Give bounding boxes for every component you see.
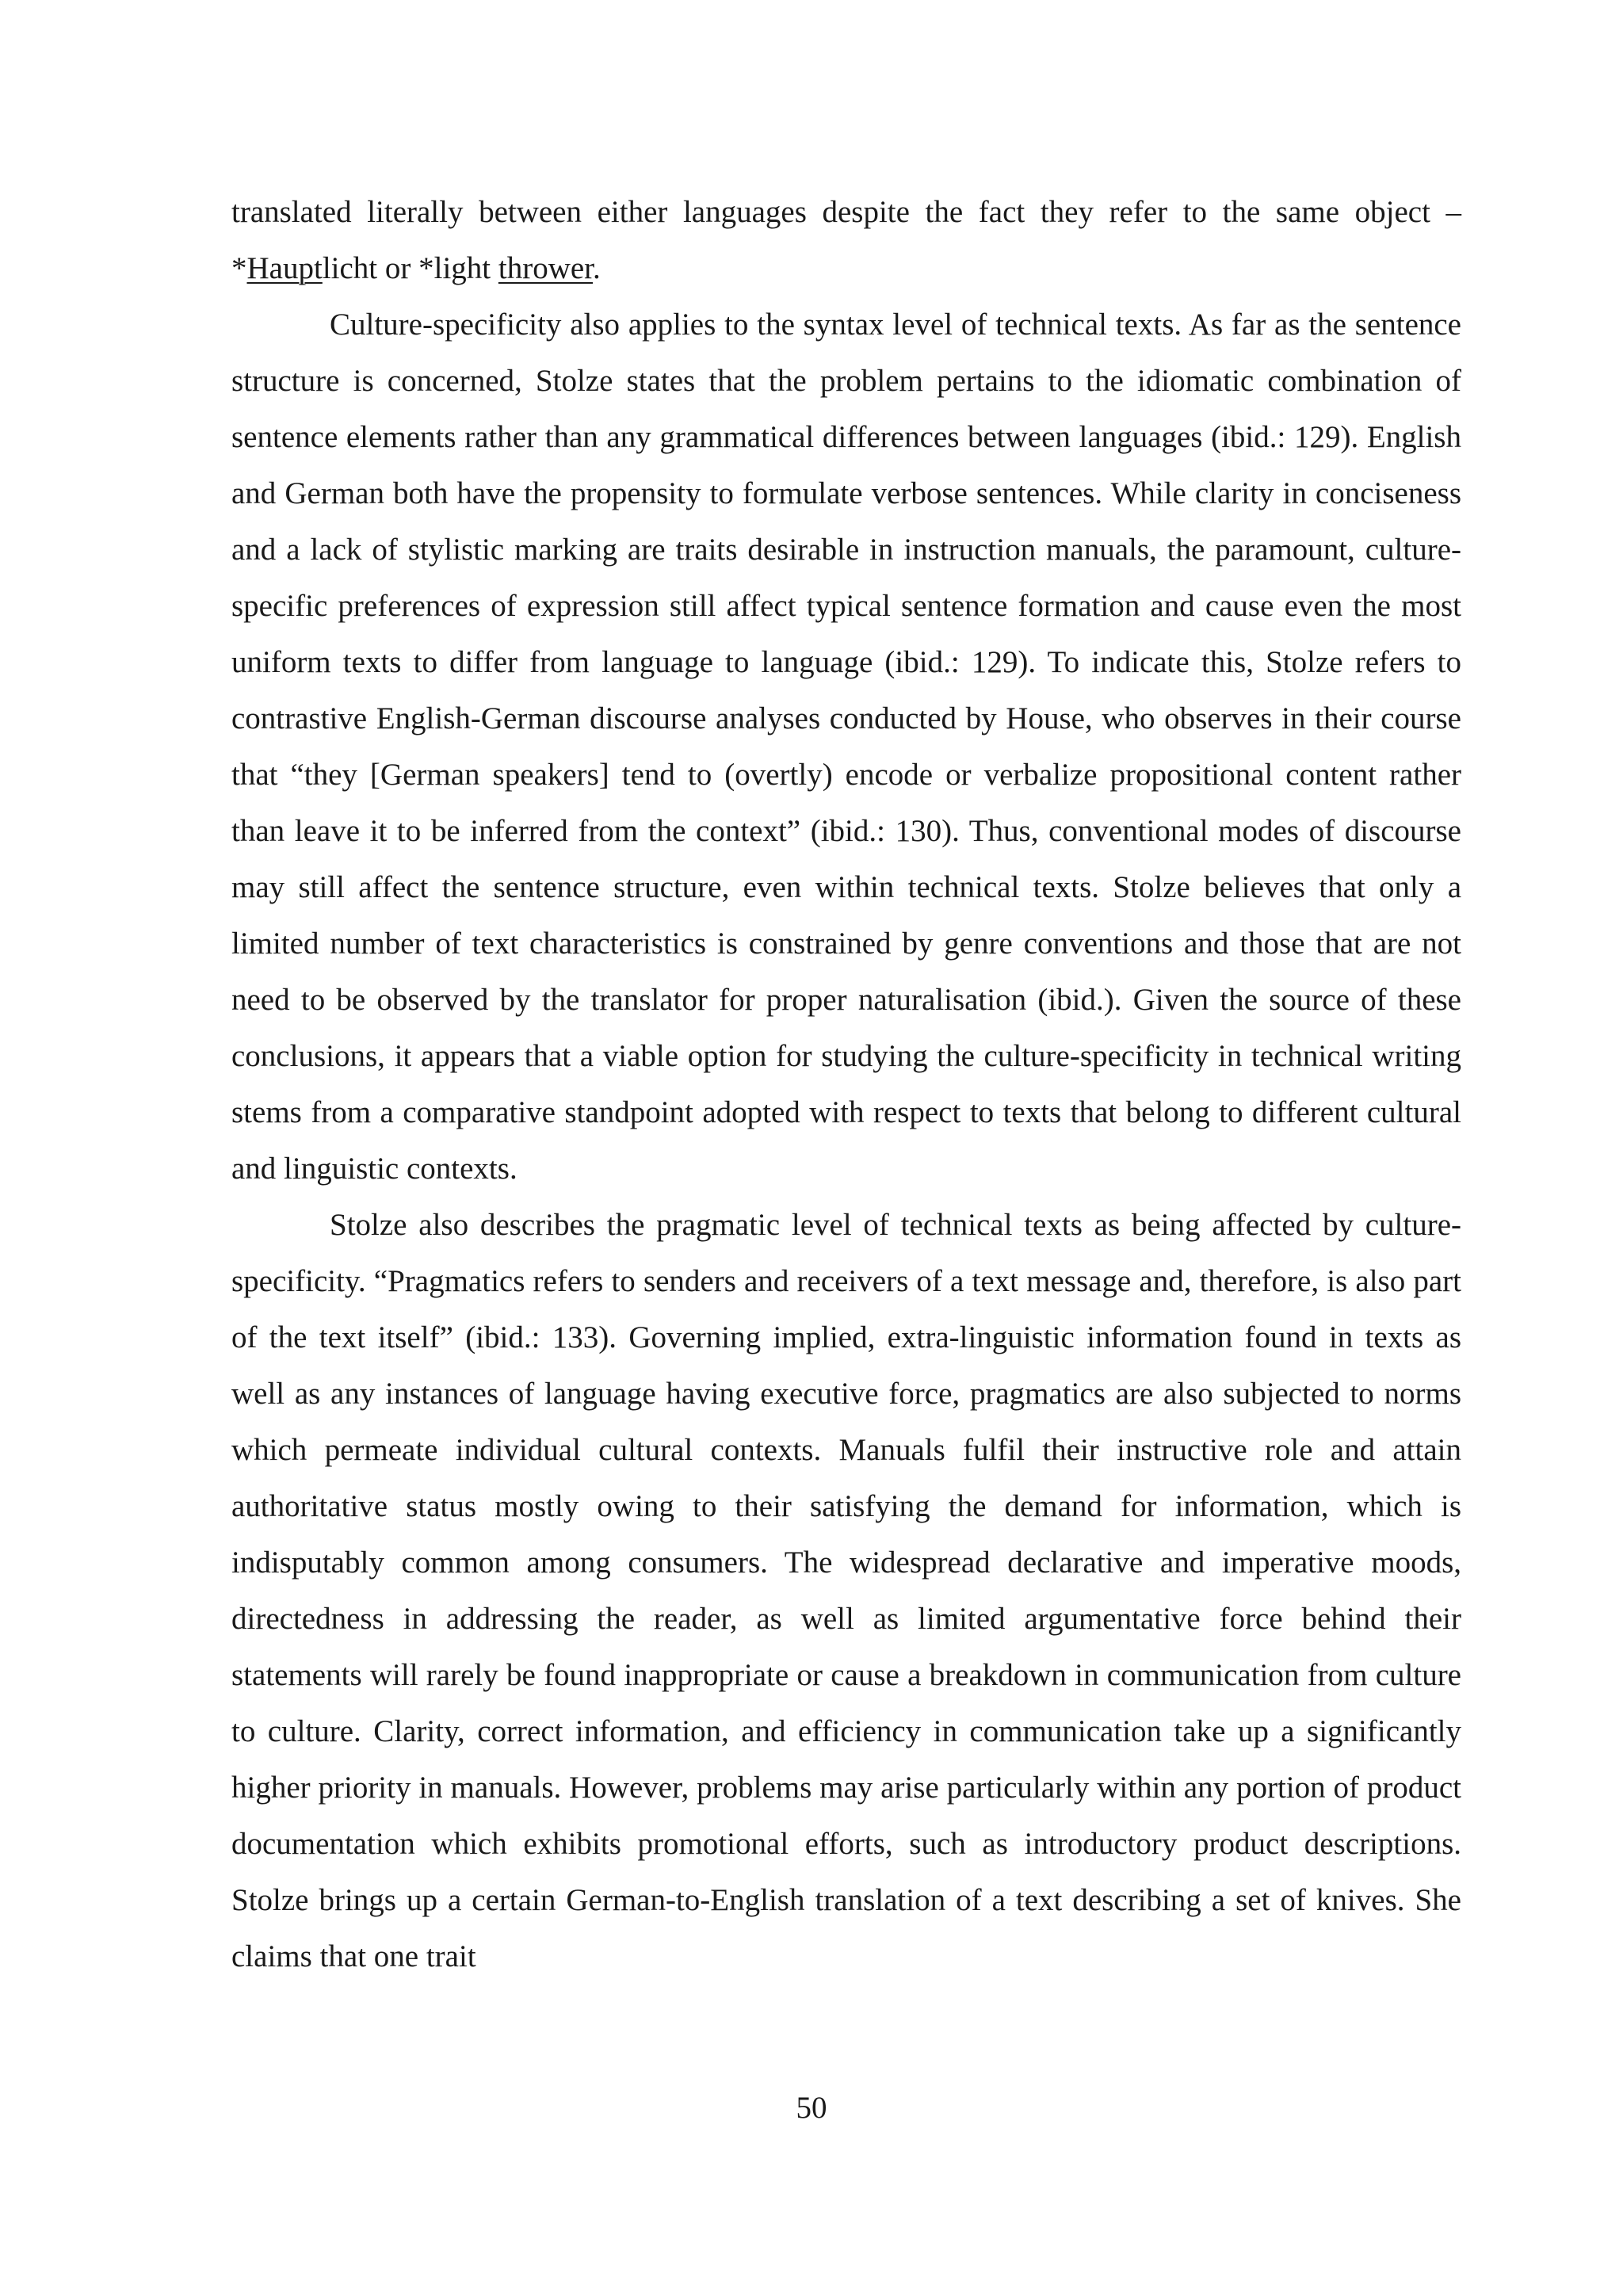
paragraph-syntax: Culture-specificity also applies to the syntax level of technical texts. As far as the sentence structure is concerned, Stolze states that the problem pertains to the idiomatic combination of sentence elements rather than any grammatical differences between languages (ibid.: 129). English and German both have the propensity to formulate verbose sentences. While clarity in conciseness and a lack of stylistic marking are traits desirable in instruction manuals, the paramount, culture-specific preferences of expression still affect typical sentence formation and cause even the most uniform texts to differ from language to language (ibid.: 129). To indicate this, Stolze refers to contrastive English-German discourse analyses conducted by House, who observes in their course that “they [German speakers] tend to (overtly) encode or verbalize propositional content rather than leave it to be inferred from the context” (ibid.: 130). Thus, conventional modes of discourse may still affect the sentence structure, even within technical texts. Stolze believes that only a limited number of text characteristics is constrained by genre conventions and those that are not need to be observed by the translator for proper naturalisation (ibid.). Given the source of these conclusions, it appears that a viable option for studying the culture-specificity in technical writing stems from a comparative standpoint adopted with respect to texts that belong to different cultural and linguistic contexts. [231,308,1461,1186]
body-text [231,184,1461,1985]
page-number: 50 [796,2091,827,2125]
text-span: licht or *light [322,251,498,285]
text-span: * [231,251,247,285]
underlined-word-haupt: Haupt [246,251,323,285]
paragraph-continuation [231,184,1461,296]
underlined-word-thrower: thrower [498,251,594,285]
text-span: . [593,251,601,285]
text-line: translated literally between either languages despite the fact they refer to the same object – [231,195,1461,229]
paragraph-pragmatics: Stolze also describes the pragmatic level of technical texts as being affected by culture-specificity. “Pragmatics refers to senders and receivers of a text message and, therefore, is also part of the text itself” (ibid.: 133). Governing implied, extra-linguistic information found in texts as well as any instances of language having executive force, pragmatics are also subjected to norms which permeate individual cultural contexts. Manuals fulfil their instructive role and attain authoritative status mostly owing to their satisfying the demand for information, which is indisputably common among consumers. The widespread declarative and imperative moods, directedness in addressing the reader, as well as limited argumentative force behind their statements will rarely be found inappropriate or cause a breakdown in communication from culture to culture. Clarity, correct information, and efficiency in communication take up a significantly higher priority in manuals. However, problems may arise particularly within any portion of product documentation which exhibits promotional efforts, such as introductory product descriptions. Stolze brings up a certain German-to-English translation of a text describing a set of knives. She claims that one trait [231,1208,1461,1973]
